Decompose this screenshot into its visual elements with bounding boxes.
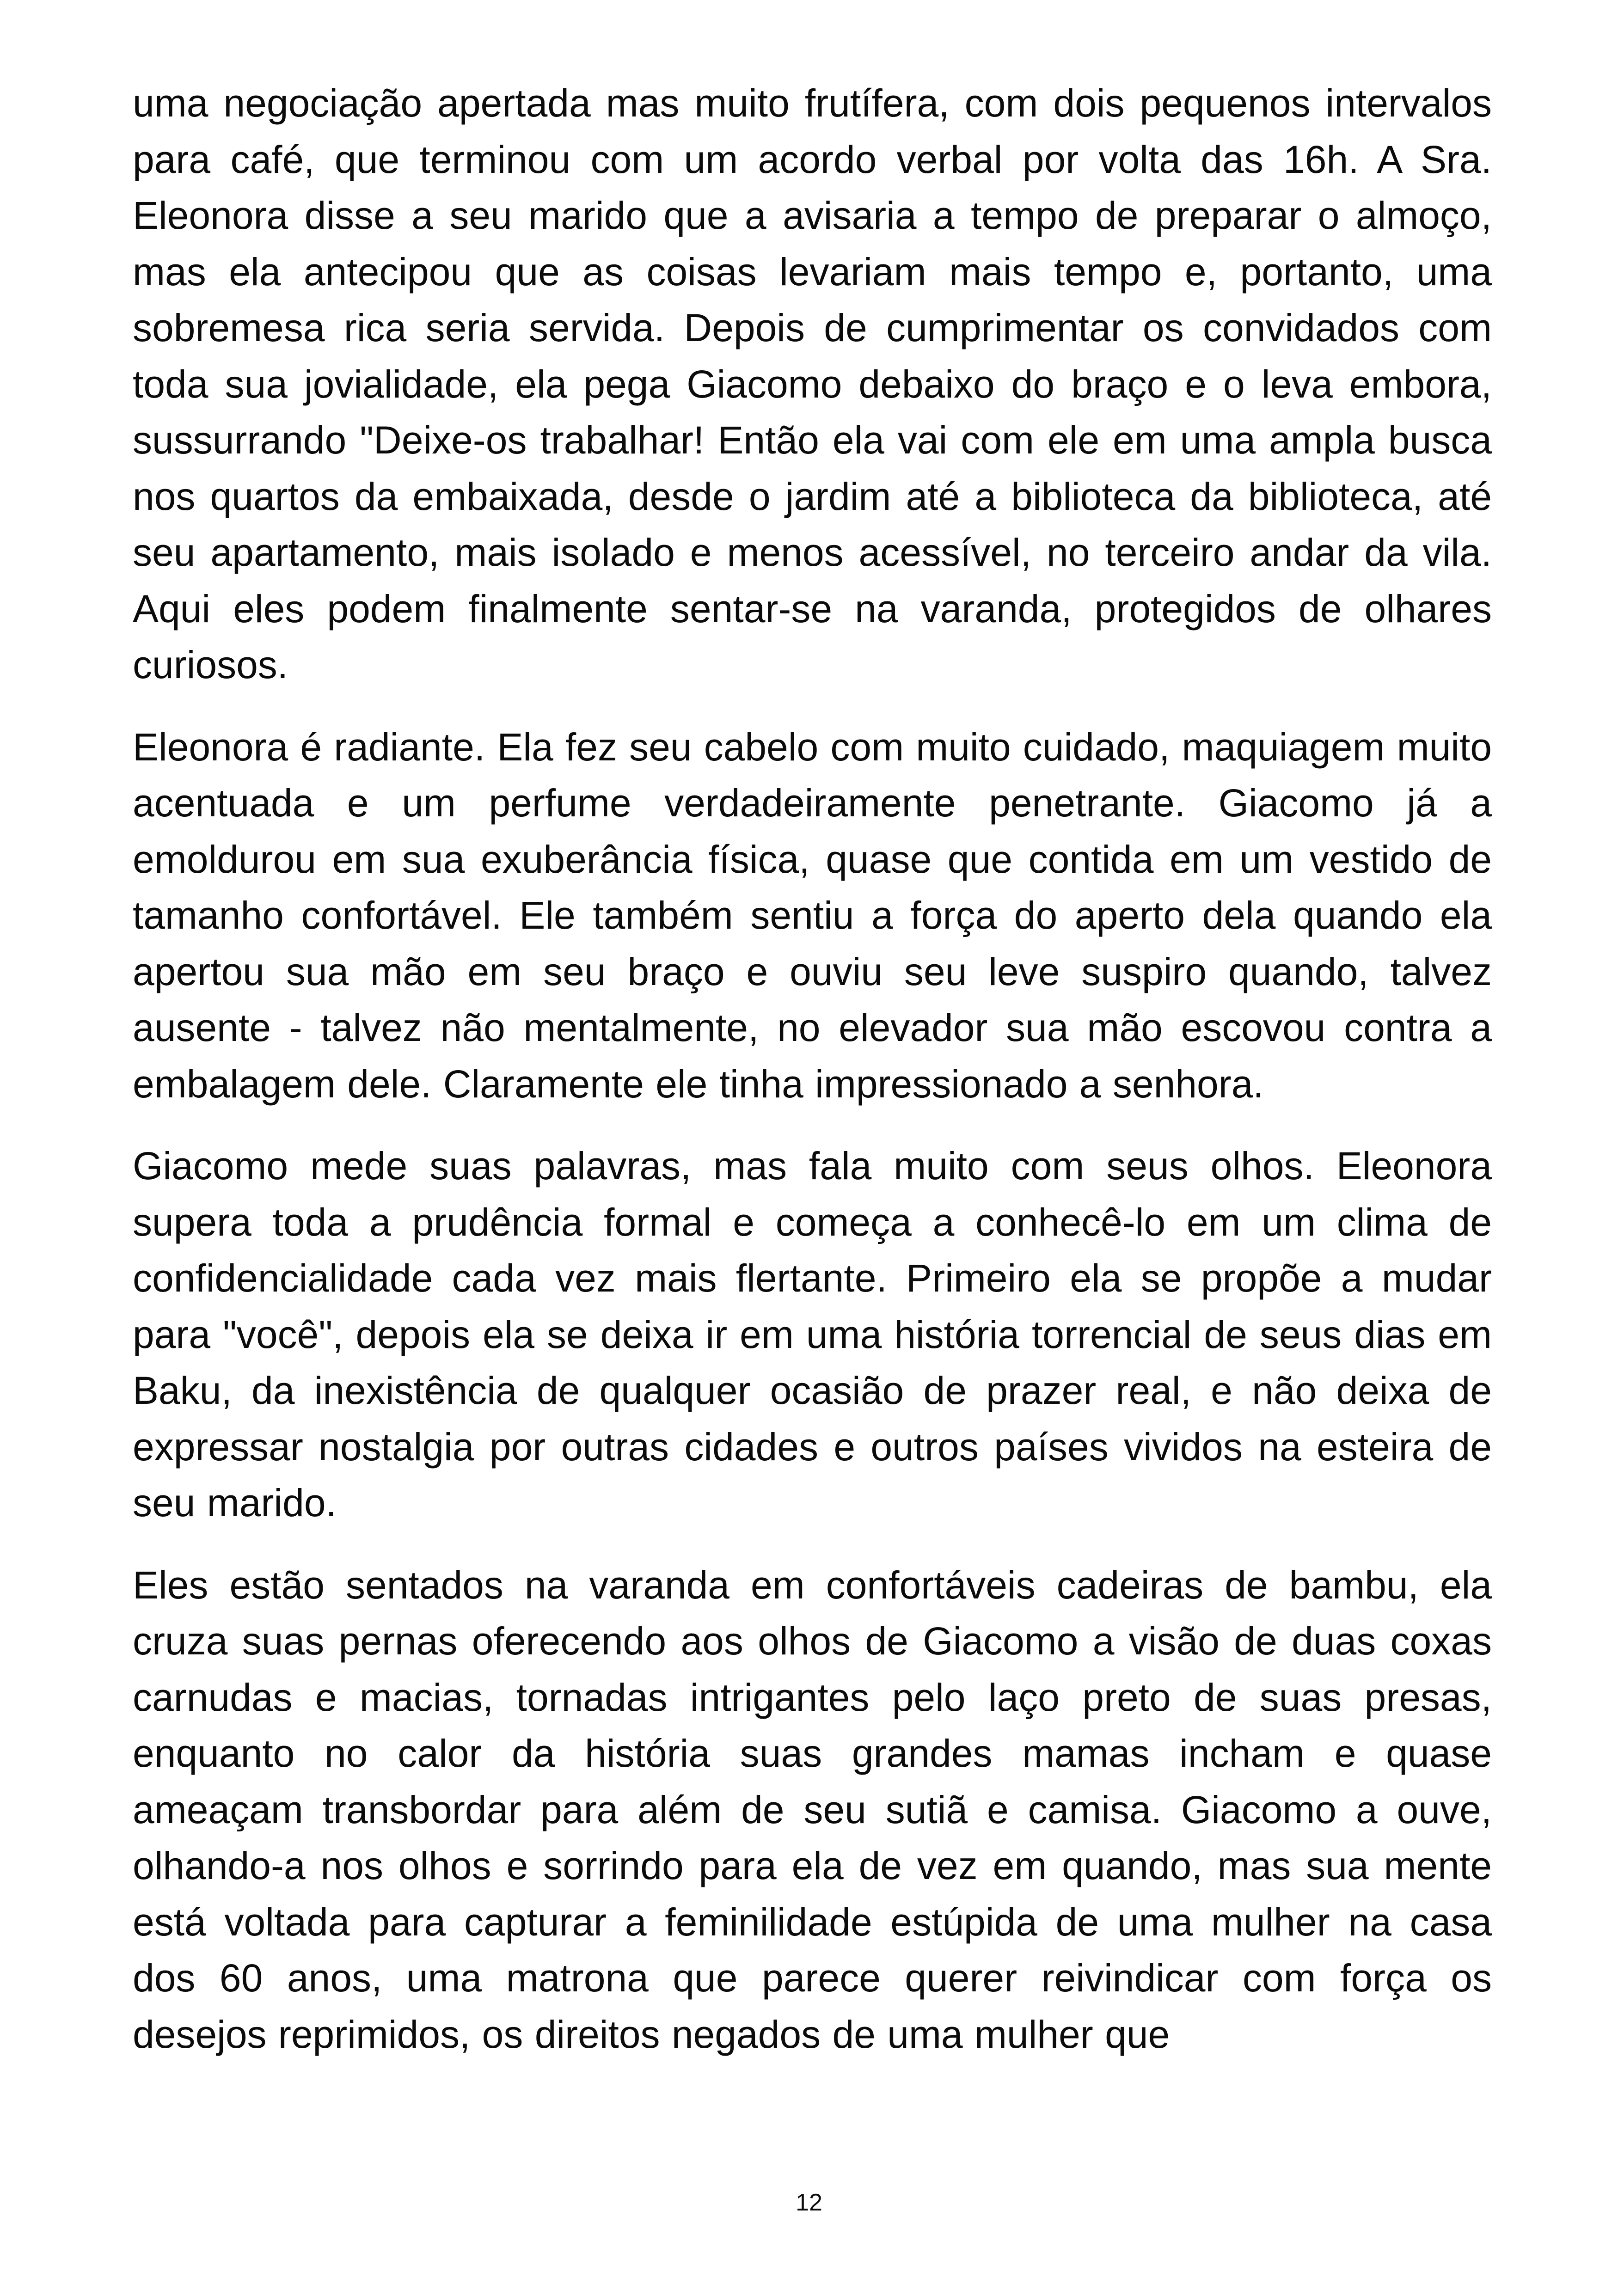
paragraph-1: uma negociação apertada mas muito frutífera, com dois pequenos intervalos para café, que terminou com um acordo verbal por volta das 16h. A Sra. Eleonora disse a seu marido que a avisaria a tempo de preparar o almoço, mas ela antecipou que as coisas levariam mais tempo e, portanto, uma sobremesa rica seria servida. Depois de cumprimentar os convidados com toda sua jovialidade, ela pega Giacomo debaixo do braço e o leva embora, sussurrando "Deixe-os trabalhar! Então ela vai com ele em uma ampla busca nos quartos da embaixada, desde o jardim até a biblioteca da biblioteca, até seu apartamento, mais isolado e menos acessível, no terceiro andar da vila. Aqui eles podem finalmente sentar-se na varanda, protegidos de olhares curiosos. xyxy=(133,81,1492,686)
paragraph-4: Eles estão sentados na varanda em confortáveis cadeiras de bambu, ela cruza suas pernas oferecendo aos olhos de Giacomo a visão de duas coxas carnudas e macias, tornadas intrigantes pelo laço preto de suas presas, enquanto no calor da história suas grandes mamas incham e quase ameaçam transbordar para além de seu sutiã e camisa. Giacomo a ouve, olhando-a nos olhos e sorrindo para ela de vez em quando, mas sua mente está voltada para capturar a feminilidade estúpida de uma mulher na casa dos 60 anos, uma matrona que parece querer reivindicar com força os desejos reprimidos, os direitos negados de uma mulher que xyxy=(133,1563,1492,2056)
paragraph-3: Giacomo mede suas palavras, mas fala muito com seus olhos. Eleonora supera toda a prudência formal e começa a conhecê-lo em um clima de confidencialidade cada vez mais flertante. Primeiro ela se propõe a mudar para "você", depois ela se deixa ir em uma história torrencial de seus dias em Baku, da inexistência de qualquer ocasião de prazer real, e não deixa de expressar nostalgia por outras cidades e outros países vividos na esteira de seu marido. xyxy=(133,1144,1492,1525)
paragraph-2: Eleonora é radiante. Ela fez seu cabelo com muito cuidado, maquiagem muito acentuada e um perfume verdadeiramente penetrante. Giacomo já a emoldurou em sua exuberância física, quase que contida em um vestido de tamanho confortável. Ele também sentiu a força do aperto dela quando ela apertou sua mão em seu braço e ouviu seu leve suspiro quando, talvez ausente - talvez não mentalmente, no elevador sua mão escovou contra a embalagem dele. Claramente ele tinha impressionado a senhora. xyxy=(133,725,1492,1106)
page-number: 12 xyxy=(796,2189,822,2216)
body-text xyxy=(133,75,1492,2088)
